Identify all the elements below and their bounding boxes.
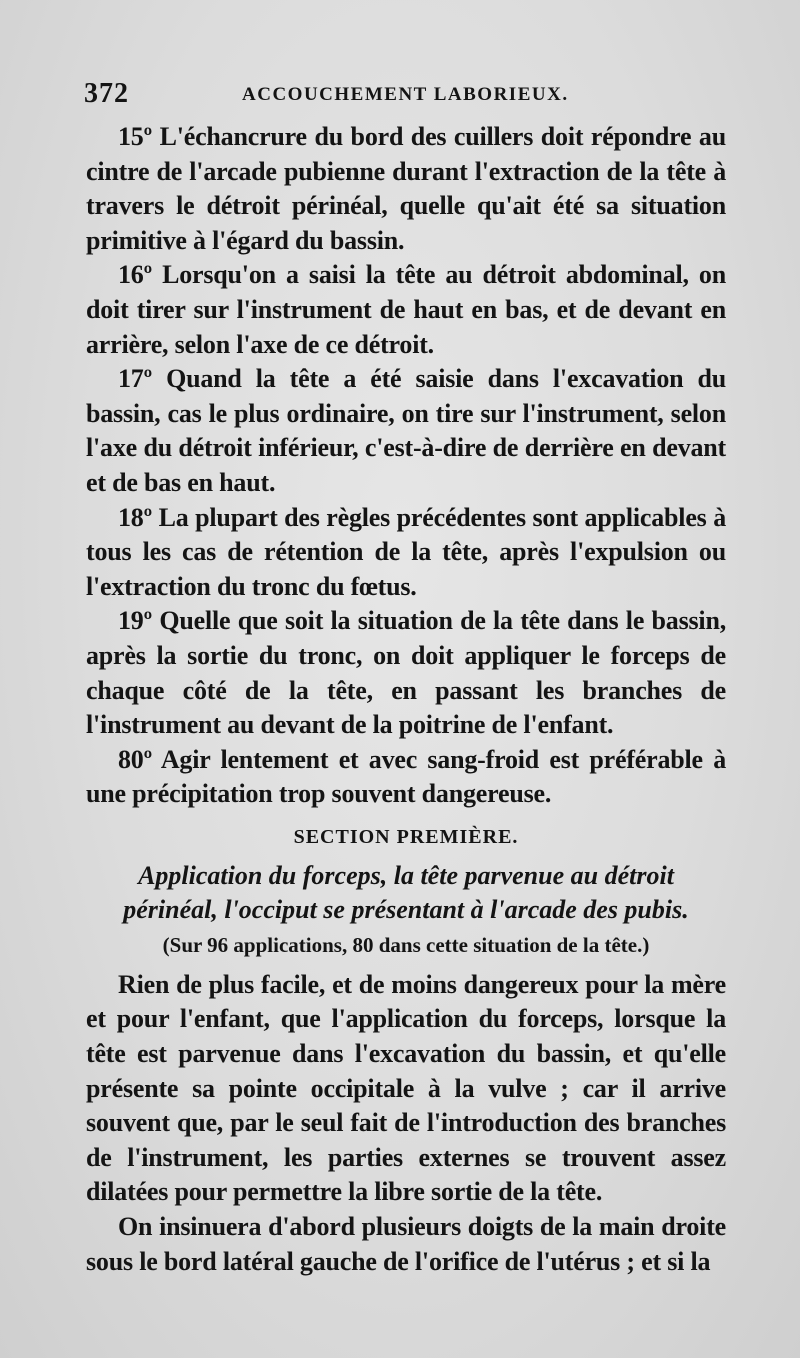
section-note: (Sur 96 applications, 80 dans cette situation de la tête.) <box>162 932 650 957</box>
body-paragraph: Rien de plus facile, et de moins dangereux pour la mère et pour l'enfant, que l'application du forceps, lorsque la tête est parvenue dans l'excavation du bassin, et qu'elle présente sa pointe occipitale à la vulve ; car il arrive souvent que, par le seul fait de l'introduction des branches de l'instrument, les parties externes se trouvent assez dilatées pour permettre la libre sortie de la tête. <box>86 969 726 1207</box>
page-number: 372 <box>84 78 129 109</box>
section-heading: SECTION PREMIÈRE. <box>293 825 519 848</box>
running-title: ACCOUCHEMENT LABORIEUX. <box>242 84 569 105</box>
rule-paragraph: 80º Agir lentement et avec sang-froid est préférable à une précipitation trop souvent dangereuse. <box>86 744 726 809</box>
rule-paragraph: 15º L'échancrure du bord des cuillers doit répondre au cintre de l'arcade pubienne durant l'extraction de la tête à travers le détroit périnéal, quelle qu'ait été sa situation primitive à l'égard du bassin. <box>86 122 726 255</box>
rule-paragraph: 19º Quelle que soit la situation de la tête dans le bassin, après la sortie du tronc, on doit appliquer le forceps de chaque côté de la tête, en passant les branches de l'instrument au devant de la poitrine de l'enfant. <box>86 606 726 740</box>
page-header <box>84 78 744 118</box>
rule-paragraph: 16º Lorsqu'on a saisi la tête au détroit abdominal, on doit tirer sur l'instrument de haut en bas, et de devant en arrière, selon l'axe de ce détroit. <box>86 260 726 359</box>
rule-paragraph: 17º Quand la tête a été saisie dans l'excavation du bassin, cas le plus ordinaire, on tire sur l'instrument, selon l'axe du détroit inférieur, c'est-à-dire de derrière en devant et de bas en haut. <box>86 364 726 497</box>
body-text <box>86 120 726 1279</box>
rule-paragraph: 18º La plupart des règles précédentes sont applicables à tous les cas de rétention de la tête, après l'expulsion ou l'extraction du tronc du fœtus. <box>86 502 726 601</box>
body-paragraph: On insinuera d'abord plusieurs doigts de la main droite sous le bord latéral gauche de l'orifice de l'utérus ; et si la <box>86 1212 726 1276</box>
section-title: Application du forceps, la tête parvenue au détroit périnéal, l'occiput se présentant à l'arcade des pubis. <box>123 860 689 924</box>
